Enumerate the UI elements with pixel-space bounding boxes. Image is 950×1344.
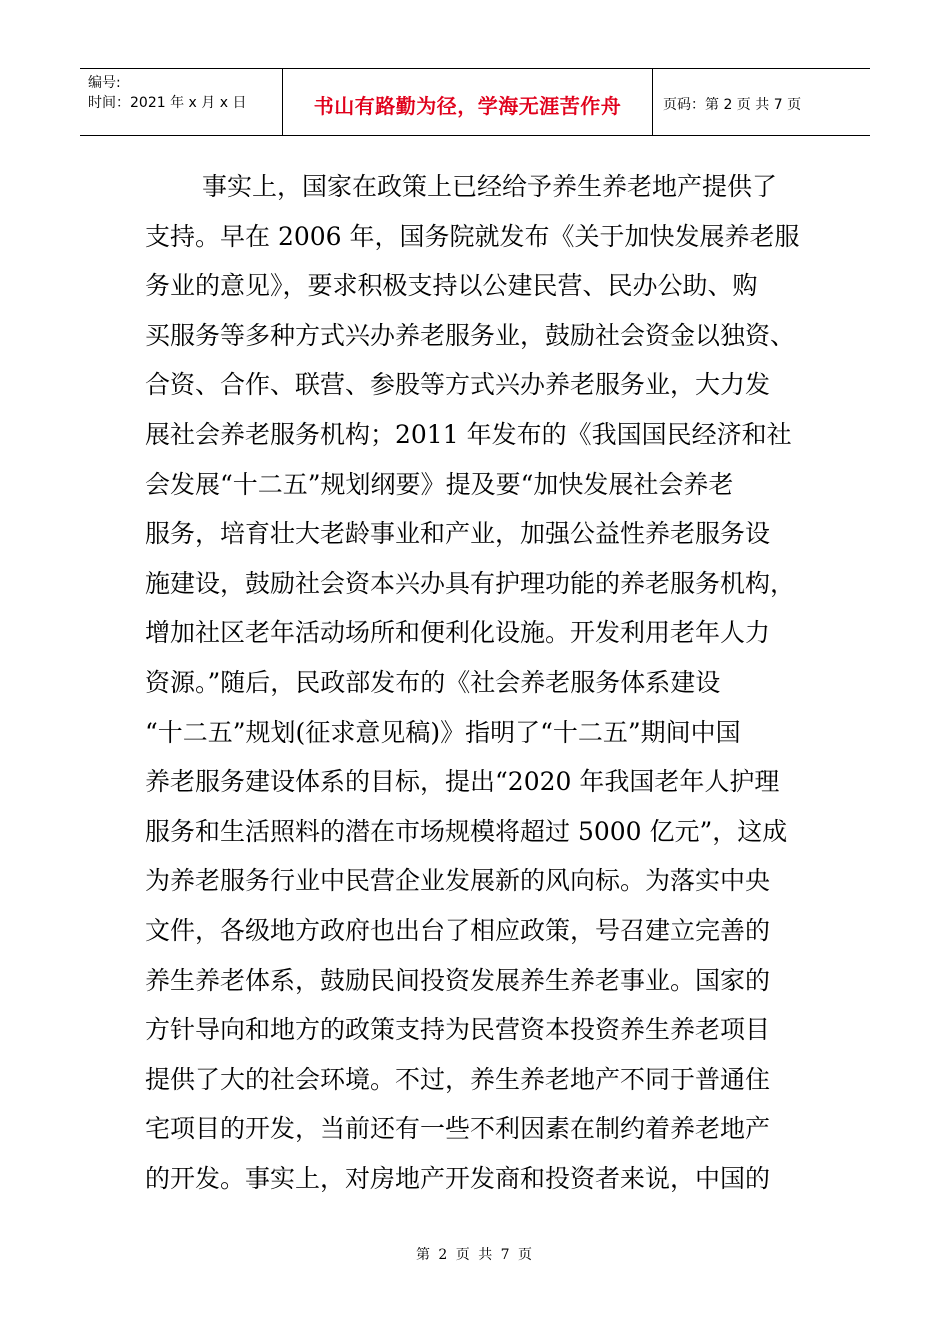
body-line: 事实上，国家在政策上已经给予养生养老地产提供了 — [202, 172, 778, 201]
body-line: 施建设，鼓励社会资本兴办具有护理功能的养老服务机构， — [145, 568, 796, 598]
body-line: 合资、合作、联营、参股等方式兴办养老服务业，大力发 — [145, 370, 771, 400]
body-line: “十二五”规划(征求意见稿)》指明了“十二五”期间中国 — [145, 717, 741, 747]
body-line: 文件，各级地方政府也出台了相应政策，号召建立完善的 — [145, 915, 771, 945]
header-page-number: 页码：第 2 页 共 7 页 — [663, 97, 802, 113]
body-line: 支持。早在 2006 年，国务院就发布《关于加快发展养老服 — [145, 221, 800, 251]
page-footer-number: 第 2 页 共 7 页 — [415, 1247, 535, 1263]
body-line: 务业的意见》，要求积极支持以公建民营、民办公助、购 — [145, 271, 758, 301]
header-motto: 书山有路勤为径，学海无涯苦作舟 — [283, 69, 653, 135]
body-line: 方针导向和地方的政策支持为民营资本投资养生养老项目 — [145, 1015, 771, 1045]
body-line: 养生养老体系，鼓励民间投资发展养生养老事业。国家的 — [145, 965, 771, 995]
body-line: 买服务等多种方式兴办养老服务业，鼓励社会资金以独资、 — [145, 320, 796, 350]
body-line: 的开发。事实上，对房地产开发商和投资者来说，中国的 — [145, 1163, 771, 1193]
header-meta — [80, 69, 283, 135]
body-line: 为养老服务行业中民营企业发展新的风向标。为落实中央 — [145, 866, 771, 896]
page-header — [80, 68, 870, 136]
body-line: 宅项目的开发，当前还有一些不利因素在制约着养老地产 — [145, 1114, 771, 1144]
body-line: 服务，培育壮大老龄事业和产业，加强公益性养老服务设 — [145, 519, 771, 549]
body-line: 增加社区老年活动场所和便利化设施。开发利用老年人力 — [145, 618, 771, 648]
body-line: 会发展“十二五”规划纲要》提及要“加快发展社会养老 — [145, 469, 734, 499]
body-line: 展社会养老服务机构；2011 年发布的《我国国民经济和社 — [145, 419, 792, 449]
body-line: 服务和生活照料的潜在市场规模将超过 5000 亿元”，这成 — [145, 816, 788, 846]
body-line: 资源。”随后，民政部发布的《社会养老服务体系建设 — [145, 667, 721, 697]
document-date-label: 时间：2021 年 x 月 x 日 — [88, 95, 247, 111]
body-line: 提供了大的社会环境。不过，养生养老地产不同于普通住 — [145, 1064, 771, 1094]
body-line: 养老服务建设体系的目标，提出“2020 年我国老年人护理 — [145, 767, 780, 797]
document-number-label: 编号: — [88, 75, 121, 91]
document-body — [145, 162, 805, 1203]
